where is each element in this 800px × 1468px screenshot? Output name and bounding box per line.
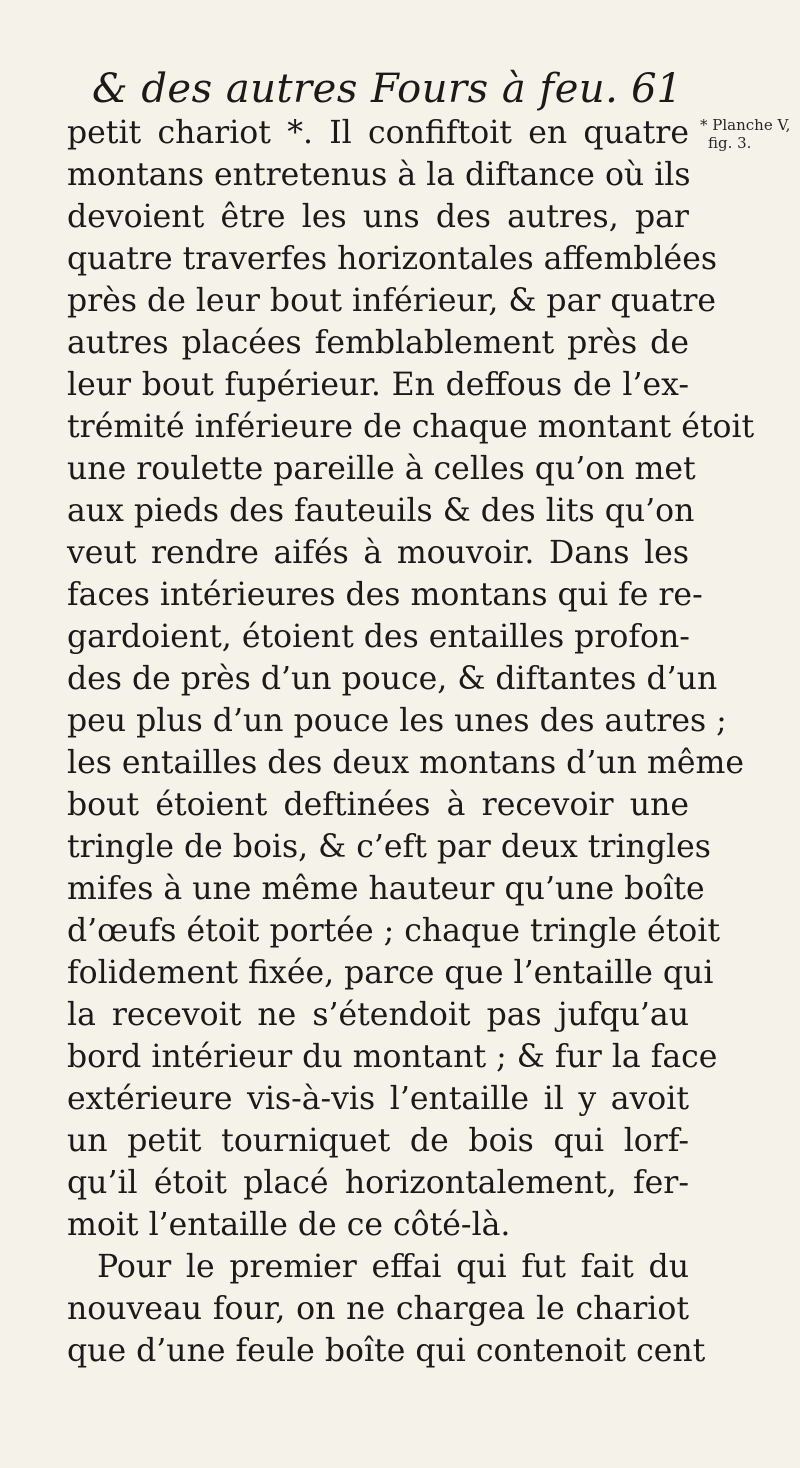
text-line: la recevoit ne s’étendoit pas jufqu’au <box>67 997 689 1033</box>
text-line: veut rendre aifés à mouvoir. Dans les <box>67 535 689 571</box>
marginal-note-figure: fig. 3. <box>708 134 752 152</box>
text-line: leur bout fupérieur. En deffous de l’ex- <box>67 367 689 403</box>
running-head <box>92 66 682 114</box>
text-line: moit l’entaille de ce côté-là. <box>67 1207 511 1243</box>
page-number: 61 <box>631 66 682 112</box>
text-line: qu’il étoit placé horizontalement, fer- <box>67 1165 689 1201</box>
text-line: autres placées femblablement près de <box>67 325 689 361</box>
text-line: d’œufs étoit portée ; chaque tringle étoit <box>67 913 721 949</box>
running-title: & des autres Fours à feu. <box>92 66 619 112</box>
marginal-note-plate: * Planche V, <box>700 116 791 134</box>
text-line: mifes à une même hauteur qu’une boîte <box>67 871 705 907</box>
text-line: aux pieds des fauteuils & des lits qu’on <box>67 493 695 529</box>
text-line: bout étoient deftinées à recevoir une <box>67 787 689 823</box>
text-line: nouveau four, on ne chargea le chariot <box>67 1291 689 1327</box>
text-line: montans entretenus à la diftance où ils <box>67 157 691 193</box>
text-line: bord intérieur du montant ; & fur la face <box>67 1039 718 1075</box>
text-line: quatre traverfes horizontales affemblées <box>67 241 717 277</box>
text-line: les entailles des deux montans d’un même <box>67 745 744 781</box>
text-line: peu plus d’un pouce les unes des autres ; <box>67 703 727 739</box>
text-line: petit chariot *. Il confiftoit en quatre <box>67 115 689 151</box>
text-line: Pour le premier effai qui fut fait du <box>97 1249 689 1285</box>
text-line: trémité inférieure de chaque montant étoit <box>67 409 755 445</box>
marginal-note <box>700 116 798 152</box>
text-line: gardoient, étoient des entailles profon- <box>67 619 690 655</box>
text-line: folidement fixée, parce que l’entaille qui <box>67 955 714 991</box>
text-line: un petit tourniquet de bois qui lorf- <box>67 1123 689 1159</box>
text-line: faces intérieures des montans qui fe re- <box>67 577 703 613</box>
text-line: devoient être les uns des autres, par <box>67 199 689 235</box>
text-line: une roulette pareille à celles qu’on met <box>67 451 696 487</box>
text-line: près de leur bout inférieur, & par quatre <box>67 283 717 319</box>
text-line: que d’une feule boîte qui contenoit cent <box>67 1333 706 1369</box>
text-line: extérieure vis-à-vis l’entaille il y avoit <box>67 1081 689 1117</box>
text-line: tringle de bois, & c’eft par deux tringles <box>67 829 711 865</box>
text-line: des de près d’un pouce, & diftantes d’un <box>67 661 718 697</box>
